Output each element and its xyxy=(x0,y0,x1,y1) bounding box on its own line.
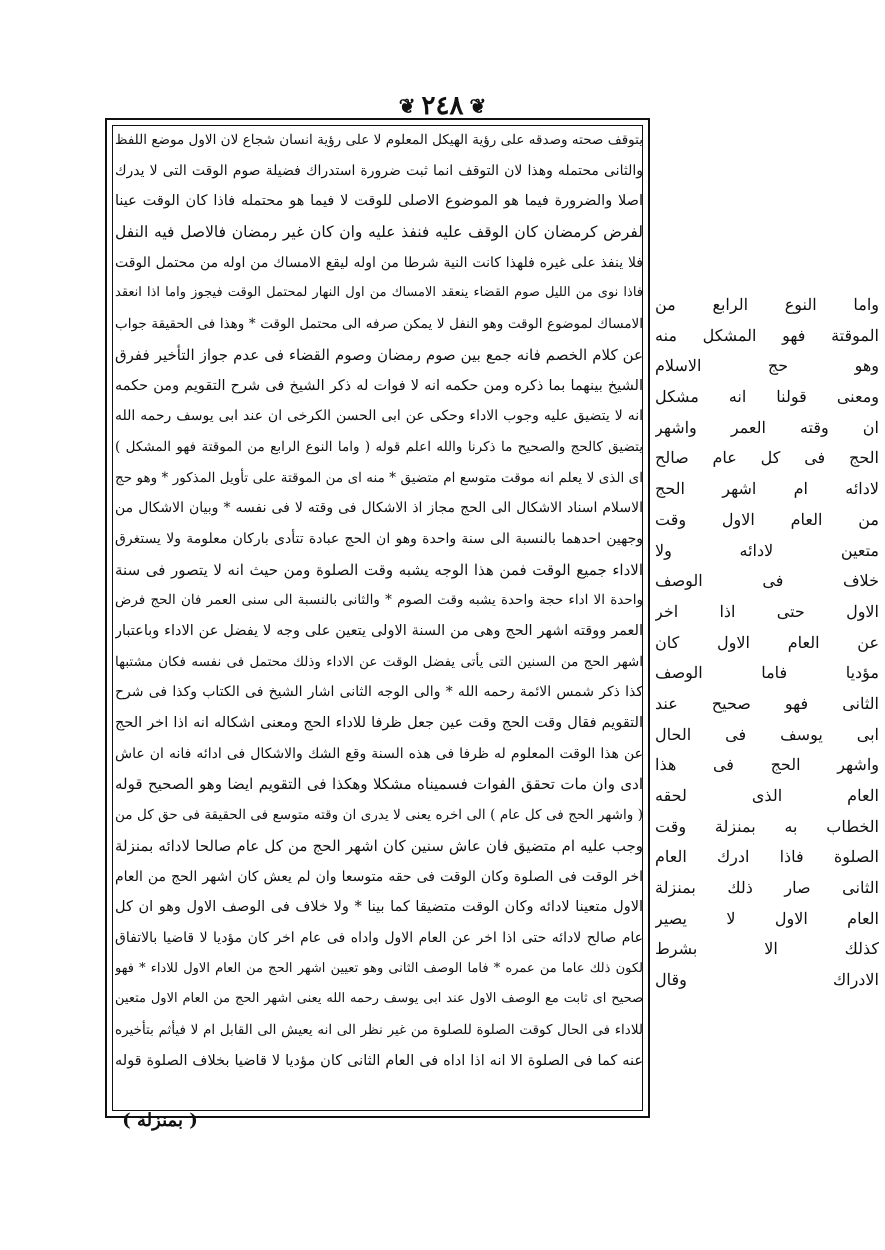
margin-text-line: وهو حج الاسلام xyxy=(655,356,879,376)
main-text-line: واحدة الا اداء حجة واحدة يشبه وقت الصوم * والثانى بالنسبة الى سنى العمر فان الحج فرض xyxy=(115,592,643,609)
main-text-line: وجهين احدهما بالنسبة الى سنة واحدة وهو ان الحج عبادة تتأدى باركان معلومة ولا يستغرق xyxy=(115,530,643,547)
ornament-right-icon: ❦ xyxy=(398,94,416,118)
margin-text-line: ومعنى قولنا انه مشكل xyxy=(655,387,879,407)
main-text-line: اشهر الحج من السنين التى يأتى يفضل الوقت عن الاداء وذلك محتمل فى نفسه فكان مشتبها xyxy=(115,653,643,670)
margin-text-line: العام الاول لا يصير xyxy=(655,908,879,928)
main-text-block xyxy=(115,125,643,1110)
main-text-line: وجب عليه ام متضيق فان عاش سنين كان اشهر الحج من كل عام صالحا لادائه بمنزلة xyxy=(115,836,643,855)
main-text-line: فلا ينفذ على غيره فلهذا كانت النية شرطا من اوله ليقع الامساك من اوله من محتمل الوقت xyxy=(115,254,643,271)
margin-text-line: الموقتة فهو المشكل منه xyxy=(655,325,879,345)
main-text-line: ادى وان مات تحقق الفوات فسميناه مشكلا وهكذا فى التقويم ايضا وهو الصحيح قوله xyxy=(115,775,643,794)
main-text-line: عن كلام الخصم فانه جمع بين صوم رمضان وصوم القضاء فى عدم جواز التأخير ففرق xyxy=(115,345,643,364)
main-text-line: انه لا يتضيق عليه وجوب الاداء وحكى عن ابى الحسن الكرخى ان عند ابى يوسف رحمه الله xyxy=(115,408,643,425)
margin-commentary xyxy=(655,290,883,1030)
ornament-left-icon: ❦ xyxy=(469,94,487,118)
margin-text-line: لادائه ام اشهر الحج xyxy=(655,479,879,499)
main-text-line: صحيح اى ثابت مع الوصف الاول عند ابى يوسف رحمه الله يعنى اشهر الحج من العام الاول متعين xyxy=(115,991,643,1007)
margin-text-line: الثانى صار ذلك بمنزلة xyxy=(655,878,879,898)
main-text-line: عن هذا الوقت المعلوم له ظرفا فى هذه السنة وقع الشك والاشكال فى ادائه فانه ان عاش xyxy=(115,745,643,762)
main-text-line: فاذا نوى من الليل صوم القضاء ينعقد الامساك من اول النهار لمحتمل الوقت فيجوز واما اذا انعقد xyxy=(115,285,643,301)
main-text-line: الامساك لموضوع الوقت وهو النفل لا يمكن صرفه الى محتمل الوقت * وهذا فى الحقيقة جواب xyxy=(115,316,643,333)
margin-text-line: ابى يوسف فى الحال xyxy=(655,724,879,744)
margin-text-line: كذلك الا بشرط xyxy=(655,939,879,959)
main-text-line: العمر ووقته اشهر الحج وهى من السنة الاولى يتعين على وجه لا يفضل عن الاداء وباعتبار xyxy=(115,623,643,639)
main-text-line: ( واشهر الحج فى كل عام ) الى اخره يعنى لا يدرى ان وقته متوسع فى الحقيقة فى حق كل من xyxy=(115,807,643,824)
main-text-line: الاداء جميع الوقت فمن هذا الوجه يشبه وقت الصلوة ومن حيث انه لا يتصور فى سنة xyxy=(115,560,643,579)
margin-text-line: مؤديا فاما الوصف xyxy=(655,663,879,683)
main-text-line: والثانى محتمله وهذا لان التوقف انما ثبت ضرورة استدراك فضيلة صوم الوقت التى لا يدرك xyxy=(115,162,643,179)
main-text-line: عنه كما فى الصلوة الا انه اذا اداه فى العام الثانى كان مؤديا لا قاضيا بخلاف الصلوة قوله xyxy=(115,1052,643,1069)
margin-text-line: الادراك وقال xyxy=(655,970,879,990)
main-text-line: الشيخ بينهما بما ذكره ومن حكمه انه لا فوات له ذكر الشيخ فى شرح التقويم ومن حكمه xyxy=(115,377,643,394)
main-text-line: كذا ذكر شمس الائمة رحمه الله * والى الوجه الثانى اشار الشيخ فى الكتاب وكذا فى شرح xyxy=(115,684,643,701)
margin-text-line: واما النوع الرابع من xyxy=(655,295,879,314)
margin-text-line: الصلوة فاذا ادرك العام xyxy=(655,847,879,867)
margin-text-line: خلاف فى الوصف xyxy=(655,571,879,591)
margin-text-line: واشهر الحج فى هذا xyxy=(655,755,879,775)
main-text-line: لفرض كرمضان كان الوقف عليه فنفذ عليه وان كان غير رمضان فالاصل فيه النفل xyxy=(115,223,643,242)
main-text-line: يتوقف صحته وصدقه على رؤية الهيكل المعلوم لا على رؤية انسان شجاع لان الاول موضع اللفظ xyxy=(115,132,643,148)
main-text-line: التقويم فقال وقت الحج وقت عين جعل ظرفا للاداء الحج ومعنى اشكاله انه اذا اخر الحج xyxy=(115,715,643,732)
margin-text-line: العام الذى لحقه xyxy=(655,786,879,805)
main-text-line: اصلا والضرورة فيما هو الموضوع الاصلى للوقت لا فيما هو محتمله فاذا كان الوقت عينا xyxy=(115,193,643,210)
main-text-line: يتضيق كالحج والصحيح ما ذكرنا والله اعلم قوله ( واما النوع الرابع من الموقتة فهو المشكل ) xyxy=(115,438,643,455)
catchword: ( بمنزلة ) xyxy=(122,1110,198,1131)
main-text-line: للاداء فى الحال كوقت الصلوة للصلوة من غير نظر الى انه يعيش الى القابل ام لا فيأثم بتأخيره xyxy=(115,1021,643,1038)
main-text-line: لكون ذلك عاما من عمره * فاما الوصف الثانى وهو تعيين اشهر الحج من العام الاول للاداء * فهو xyxy=(115,960,643,976)
margin-text-line: الحج فى كل عام صالح xyxy=(655,448,879,468)
margin-text-line: متعين لادائه ولا xyxy=(655,540,879,560)
page-number: ٢٤٨ xyxy=(421,91,464,121)
main-text-line: اخر الوقت فى الصلوة وكان الوقت فى حقه متوسعا وان لم يعش كان اشهر الحج من العام xyxy=(115,868,643,885)
main-text-line: الاسلام اسناد الاشكال الى الحج مجاز اذ الاشكال فى وقته لا فى نفسه * وبيان الاشكال من xyxy=(115,500,643,517)
main-text-line: الاول متعينا لادائه وكان الوقت متضيقا كما بينا * ولا خلاف فى الوصف الاول وهو ان كل xyxy=(115,899,643,916)
margin-text-line: الخطاب به بمنزلة وقت xyxy=(655,816,879,836)
margin-text-line: ان وقته العمر واشهر xyxy=(655,417,879,437)
margin-text-line: من العام الاول وقت xyxy=(655,509,879,529)
main-text-line: اى الذى لا يعلم انه موقت متوسع ام متضيق * منه اى من الموقتة على تأويل المذكور * وهو حج xyxy=(115,469,643,486)
margin-text-line: عن العام الاول كان xyxy=(655,632,879,652)
main-text-line: عام صالح لادائه حتى اذا اخر عن العام الاول واداه فى عام اخر كان مؤديا لا قاضيا بالاتفاق xyxy=(115,929,643,946)
margin-text-line: الثانى فهو صحيح عند xyxy=(655,693,879,713)
margin-text-line: الاول حتى اذا اخر xyxy=(655,601,879,621)
